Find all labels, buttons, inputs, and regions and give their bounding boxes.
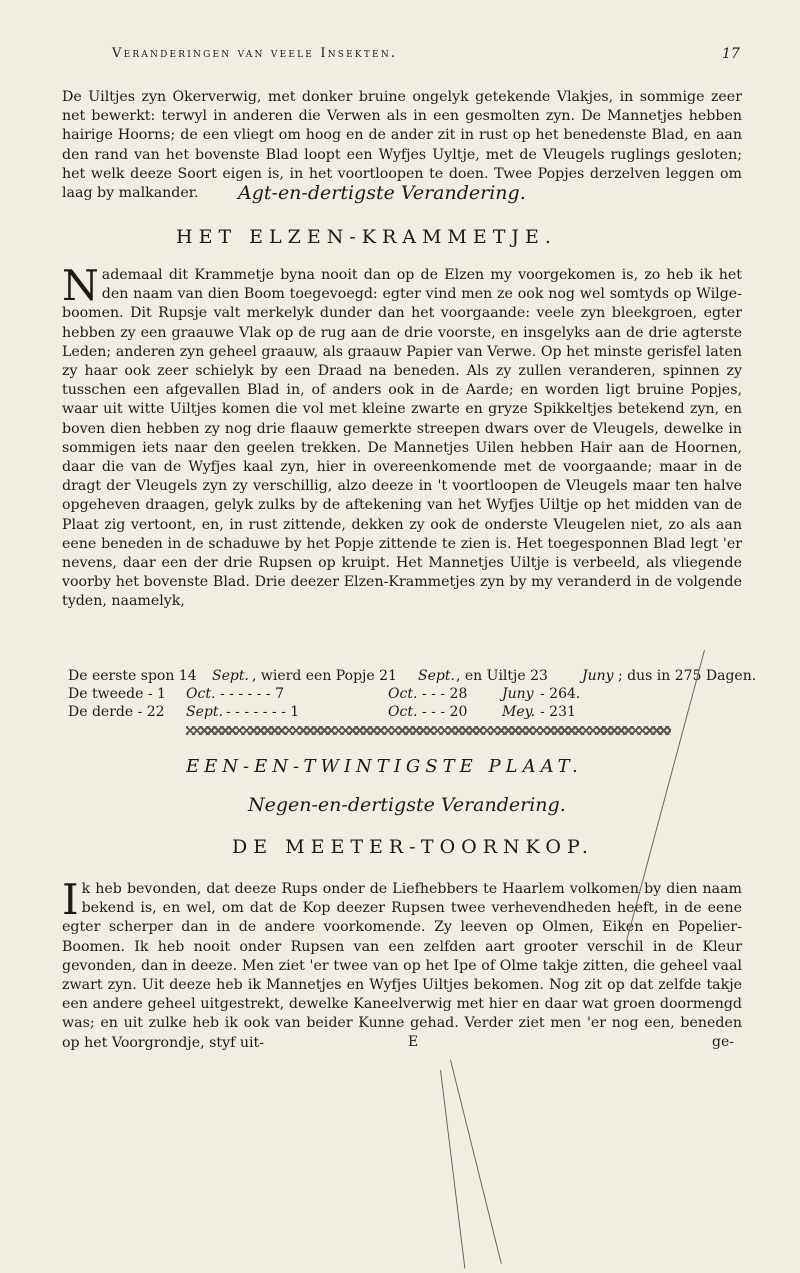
dates-cell: ; dus in 275 Dagen. <box>618 668 757 684</box>
dates-cell: Sept. <box>186 704 223 720</box>
show-through-line <box>440 1070 465 1269</box>
dates-cell: - - - - - - - 1 <box>226 704 300 720</box>
page-number: 17 <box>722 46 740 62</box>
decorative-rule <box>186 726 671 735</box>
intro-text: De Uiltjes zyn Okerverwig, met donker bruine ongelyk getekende Vlakjes, in sommige zeer net bewerkt: terwyl in anderen die Verwen als in een gesmolten zyn. De Mannetjes hebben hairige Hoorns; de een vliegt om hoog en de ander zit in rust op het benedenste Blad, en aan den rand van het bovenste Blad loopt een Wyfjes Uyltje, met de Vleugels ruglings gesloten; het welk deeze Soort eigen is, in het voortloopen te doen. Twee Popjes derzelven leggen om laag by malkander. <box>62 89 742 202</box>
dates-row-2 <box>62 686 742 704</box>
dates-row-3 <box>62 704 742 722</box>
show-through-line <box>450 1060 502 1264</box>
dates-cell: Mey. <box>502 704 536 720</box>
dates-cell: De derde - 22 <box>68 704 165 720</box>
dates-cell: , wierd een Popje 21 <box>252 668 397 684</box>
section2-name: DE MEETER-TOORNKOP. <box>232 836 594 858</box>
dates-cell: De eerste spon 14 <box>68 668 197 684</box>
dates-cell: - 231 <box>540 704 576 720</box>
section1-body <box>62 261 742 612</box>
dates-cell: Oct. <box>388 704 418 720</box>
dates-cell: - - - 28 <box>422 686 468 702</box>
dates-cell: Oct. <box>186 686 216 702</box>
dates-cell: Sept. <box>418 668 455 684</box>
dates-cell: Oct. <box>388 686 418 702</box>
signature-mark: E <box>408 1034 419 1050</box>
section2-text: Ik heb bevonden, dat deeze Rups onder de Liefhebbers te Haarlem volkomen by dien naam bekend is, en wel, om dat de Kop deezer Rupsen twee verhevendheden heeft, in de eene egter scherper dan in de andere voorkomende. Zy leeven op Olmen, Eiken en Popelier-Boomen. Ik heb nooit onder Rupsen van een zelfden aart grooter verschil in de Kleur gevonden, dan in deeze. Men ziet 'er twee van op het Ipe of Olme takje zitten, die geheel vaal zwart zyn. Uit deeze heb ik Mannetjes en Wyfjes Uiltjes bekomen. Nog zit op dat zelfde takje een andere geheel uitgestrekt, dewelke Kaneelverwig met hier en daar wat groen doormengd was; en uit zulke heb ik ook van beider Kunne gehad. Verder ziet men 'er nog een, beneden op het Voorgrondje, styf uit- <box>62 875 742 1051</box>
section2-body <box>62 875 742 1053</box>
dates-cell: - - - - - - 7 <box>220 686 284 702</box>
section1-name: HET ELZEN-KRAMMETJE. <box>176 226 557 248</box>
dates-cell: Juny <box>582 668 614 684</box>
dates-cell: De tweede - 1 <box>68 686 166 702</box>
catchword: ge- <box>712 1034 734 1050</box>
section2-number-title: Negen-en-dertigste Verandering. <box>248 794 566 816</box>
dates-cell: , en Uiltje 23 <box>456 668 548 684</box>
section1-text: Nademaal dit Krammetje byna nooit dan op de Elzen my voorgekomen is, zo heb ik het den naam van dien Boom toegevoegd: egter vind men ze ook nog wel somtyds op Wilge-boomen. Dit Rupsje valt merkelyk dunder dan het voorgaande: veele zyn bleekgroen, egter hebben zy een graauwe Vlak op de rug aan de drie voorste, en insgelyks aan de drie agterste Leden; anderen zyn geheel graauw, als graauw Papier van Verwe. Op het minste gerisfel laten zy haar ook zeer schielyk by een Draad na beneden. Als zy zullen veranderen, spinnen zy tusschen een afgevallen Blad in, of anders ook in de Aarde; en worden ligt bruine Popjes, waar uit witte Uiltjes komen die vol met kleine zwarte en gryze Spikkeltjes betekend zyn, en boven dien hebben zy nog drie flaauw gemerkte streepen dwars over de Vleugels, dewelke in sommigen iets naar den geelen trekken. De Mannetjes Uilen hebben Hair aan de Hoornen, daar die van de Wyfjes kaal zyn, hier in overeenkomende met de voorgaande; maar in de dragt der Vleugels zyn zy verschillig, alzo deeze in 't voortloopen de Vleugels maar ten halve opgeheven draagen, gelyk zulks by de aftekening van het Wyfjes Uiltje op het midden van de Plaat zig vertoont, en, in rust zittende, dekken zy ook de onderste Vleugelen niet, zo als aan eene beneden in de schaduwe by het Popje zittende te zien is. Het toegesponnen Blad legt 'er nevens, daar een der drie Rupsen op kruipt. Het Mannetjes Uiltje is verbeeld, als vliegende voorby het bovenste Blad. Drie deezer Elzen-Krammetjes zyn by my veranderd in de volgende tyden, naamelyk, <box>62 261 742 610</box>
dates-cell: - - - 20 <box>422 704 468 720</box>
plate-title: EEN-EN-TWINTIGSTE PLAAT. <box>186 756 583 777</box>
dates-row-1 <box>62 668 757 686</box>
section1-number-title: Agt-en-dertigste Verandering. <box>238 182 526 204</box>
dates-cell: Juny <box>502 686 534 702</box>
dates-cell: - 264. <box>540 686 581 702</box>
dates-cell: Sept. <box>212 668 249 684</box>
running-head: Veranderingen van veele Insekten. <box>112 46 398 61</box>
